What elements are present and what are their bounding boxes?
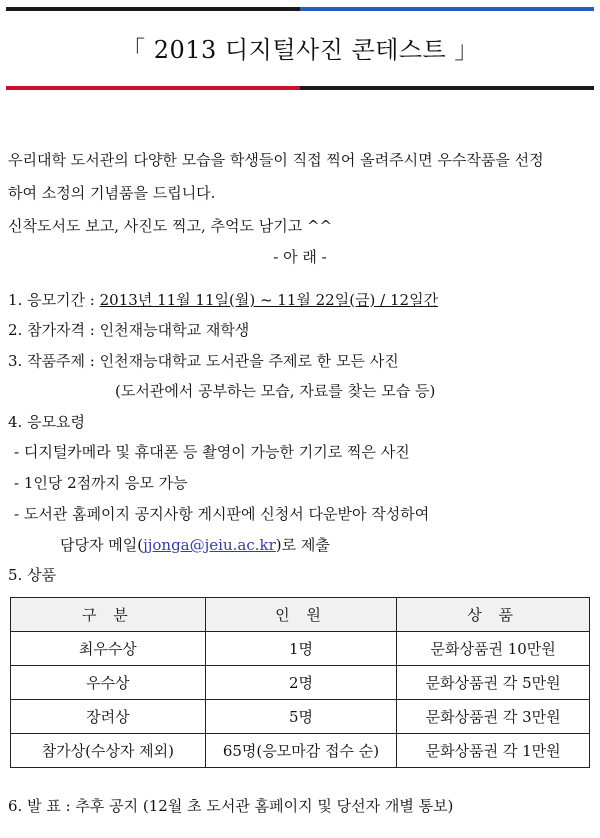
cell-count: 65명(응모마감 접수 순) bbox=[205, 734, 397, 768]
guide-email-post: )로 제출 bbox=[275, 536, 330, 554]
cell-prize: 문화상품권 각 5만원 bbox=[397, 666, 590, 700]
prize-table bbox=[10, 597, 590, 768]
header-category: 구 분 bbox=[11, 598, 206, 632]
guide-item-1: - 디지털카메라 및 휴대폰 등 촬영이 가능한 기기로 찍은 사진 bbox=[14, 443, 410, 461]
title-border bbox=[6, 86, 594, 90]
prize-heading: 5. 상품 bbox=[8, 566, 57, 584]
guide-item-2: - 1인당 2점까지 응모 가능 bbox=[14, 474, 188, 492]
table-row bbox=[11, 700, 590, 734]
header-prize: 상 품 bbox=[397, 598, 590, 632]
cell-category: 참가상(수상자 제외) bbox=[11, 734, 206, 768]
top-border bbox=[6, 7, 594, 11]
page-title: 「 2013 디지털사진 콘테스트 」 bbox=[121, 36, 479, 64]
cell-count: 1명 bbox=[205, 632, 397, 666]
guide-heading: 4. 응모요령 bbox=[8, 413, 86, 431]
cell-count: 2명 bbox=[205, 666, 397, 700]
guide-email-pre: 담당자 메일( bbox=[60, 536, 144, 554]
intro-line-3: 신착도서도 보고, 사진도 찍고, 추억도 남기고 ^^ bbox=[8, 217, 333, 235]
contact-email-link[interactable]: jjonga@jeiu.ac.kr bbox=[143, 536, 276, 554]
notice-heading: - 아 래 - bbox=[273, 248, 327, 266]
announcement: 6. 발 표 : 추후 공지 (12월 초 도서관 홈페이지 및 당선자 개별 통보) bbox=[8, 797, 454, 815]
table-row bbox=[11, 666, 590, 700]
item-theme-detail: (도서관에서 공부하는 모습, 자료를 찾는 모습 등) bbox=[115, 382, 436, 400]
guide-item-3: - 도서관 홈페이지 공지사항 게시판에 신청서 다운받아 작성하여 bbox=[14, 505, 430, 523]
cell-category: 최우수상 bbox=[11, 632, 206, 666]
table-row bbox=[11, 734, 590, 768]
period-value: 2013년 11월 11일(월) ~ 11월 22일(금) / 12일간 bbox=[99, 291, 439, 309]
item-eligibility: 2. 참가자격 : 인천재능대학교 재학생 bbox=[8, 321, 250, 339]
cell-prize: 문화상품권 10만원 bbox=[397, 632, 590, 666]
table-row bbox=[11, 632, 590, 666]
header-count: 인 원 bbox=[205, 598, 397, 632]
intro-line-2: 하여 소정의 기념품을 드립니다. bbox=[8, 184, 216, 202]
intro-line-1: 우리대학 도서관의 다양한 모습을 학생들이 직접 찍어 올려주시면 우수작품을 선정 bbox=[8, 151, 544, 169]
period-label: 1. 응모기간 : bbox=[8, 291, 100, 309]
cell-prize: 문화상품권 각 1만원 bbox=[397, 734, 590, 768]
cell-count: 5명 bbox=[205, 700, 397, 734]
guide-item-4 bbox=[60, 535, 330, 555]
table-header-row bbox=[11, 598, 590, 632]
cell-prize: 문화상품권 각 3만원 bbox=[397, 700, 590, 734]
item-period bbox=[8, 290, 438, 310]
cell-category: 장려상 bbox=[11, 700, 206, 734]
cell-category: 우수상 bbox=[11, 666, 206, 700]
item-theme: 3. 작품주제 : 인천재능대학교 도서관을 주제로 한 모든 사진 bbox=[8, 352, 399, 370]
